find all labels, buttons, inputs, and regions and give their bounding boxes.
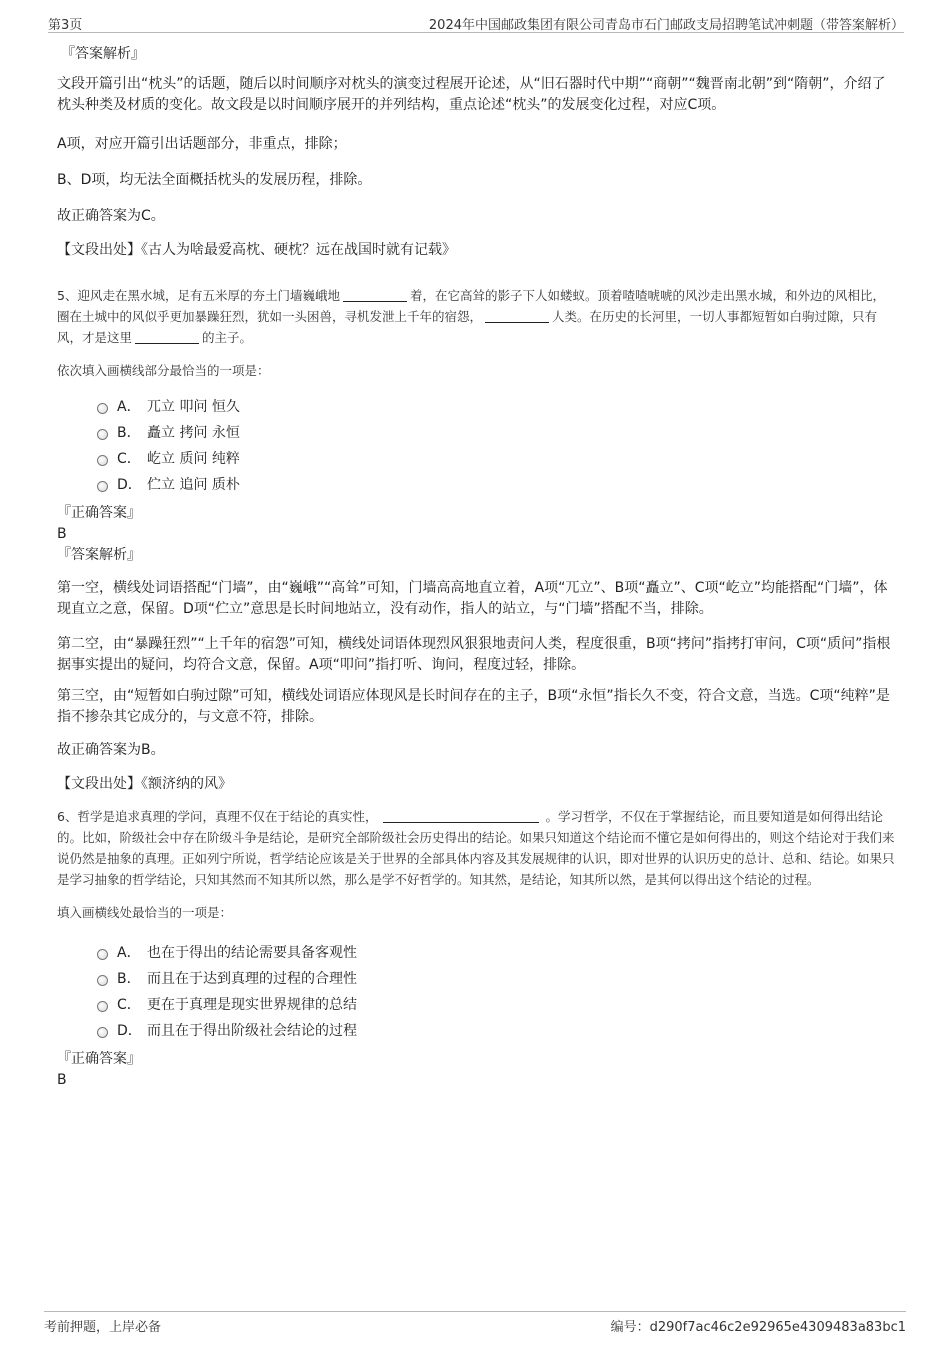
q6-correct-answer: B (57, 1072, 67, 1088)
page-number: 第3页 (48, 18, 83, 33)
q5-blank-3 (135, 329, 199, 344)
q4-analysis-label: 『答案解析』 (61, 46, 145, 62)
radio-icon[interactable] (97, 1027, 108, 1038)
radio-icon[interactable] (97, 429, 108, 440)
q6-options (97, 939, 897, 1043)
q5-option-a[interactable]: A． 兀立 叩问 恒久 (97, 393, 897, 419)
q4-analysis-p3: B、D项，均无法全面概括枕头的发展历程，排除。 (57, 172, 372, 188)
q5-option-d[interactable]: D． 伫立 追问 质朴 (97, 471, 897, 497)
q5-analysis-p3: 第三空，由“短暂如白驹过隙”可知，横线处词语应体现风是长时间存在的主子，B项“永恒”指长久不变，符合文意，当选。C项“纯粹”是指不掺杂其它成分的，与文意不符，排除。 (57, 688, 890, 725)
footer-slogan: 考前押题，上岸必备 (44, 1320, 162, 1335)
radio-icon[interactable] (97, 975, 108, 986)
q5-options (97, 393, 897, 497)
radio-icon[interactable] (97, 481, 108, 492)
q5-analysis-p4: 故正确答案为B。 (57, 742, 165, 758)
radio-icon[interactable] (97, 403, 108, 414)
q5-stem: 5、迎风走在黑水城，足有五米厚的夯土门墙巍峨地 着，在它高耸的影子下人如蝼蚁。顶着喳喳唬唬的风沙走出黑水城，和外边的风相比，圈在土城中的风似乎更加暴躁狂烈，犹如一头困兽，寻机发泄上千年的宿怨， 人类。在历史的长河里，一切人事都短暂如白驹过隙，只有风，才是这里 的主子。 (57, 288, 885, 345)
q6-correct-label: 『正确答案』 (57, 1051, 141, 1067)
q5-analysis-label: 『答案解析』 (57, 547, 141, 563)
page-header (48, 12, 904, 33)
main-content (57, 44, 897, 1091)
document-id: 编号：d290f7ac46c2e92965e4309483a83bc1 (610, 1320, 906, 1335)
q6-option-b[interactable]: B． 而且在于达到真理的过程的合理性 (97, 965, 897, 991)
q6-option-d[interactable]: D． 而且在于得出阶级社会结论的过程 (97, 1017, 897, 1043)
q5-option-b[interactable]: B． 矗立 拷问 永恒 (97, 419, 897, 445)
radio-icon[interactable] (97, 949, 108, 960)
q6-option-a[interactable]: A． 也在于得出的结论需要具备客观性 (97, 939, 897, 965)
q4-analysis-p2: A项，对应开篇引出话题部分，非重点，排除； (57, 136, 347, 152)
q5-source: 【文段出处】《额济纳的风》 (57, 776, 232, 792)
q4-analysis-p4: 故正确答案为C。 (57, 208, 165, 224)
q5-correct-label: 『正确答案』 (57, 505, 141, 521)
q5-blank-1 (343, 287, 407, 302)
q6-blank (383, 808, 539, 823)
q5-prompt: 依次填入画横线部分最恰当的一项是： (57, 363, 270, 378)
q6-stem: 6、哲学是追求真理的学问，真理不仅在于结论的真实性， 。学习哲学，不仅在于掌握结论，而且要知道是如何得出结论的。比如，阶级社会中存在阶级斗争是结论，是研究全部阶级社会历史得出的结论。如果只知道这个结论而不懂它是如何得出的，则这个结论对于我们来说仍然是抽象的真理。正如列宁所说，哲学结论应该是关于世界的全部具体内容及其发展规律的认识，即对世界的认识历史的总计、总和、结论。如果只是学习抽象的哲学结论，只知其然而不知其所以然，那么是学不好哲学的。知其然，是结论，知其所以然，是其何以得出这个结论的过程。 (57, 809, 895, 887)
q5-correct-answer: B (57, 526, 67, 542)
page-footer (44, 1311, 906, 1336)
q5-option-c[interactable]: C． 屹立 质问 纯粹 (97, 445, 897, 471)
radio-icon[interactable] (97, 1001, 108, 1012)
q5-blank-2 (485, 308, 549, 323)
q6-prompt: 填入画横线处最恰当的一项是： (57, 905, 233, 920)
q5-analysis-p1: 第一空，横线处词语搭配“门墙”，由“巍峨”“高耸”可知，门墙高高地直立着，A项“兀立”、B项“矗立”、C项“屹立”均能搭配“门墙”，体现直立之意，保留。D项“伫立”意思是长时间地站立，没有动作，指人的站立，与“门墙”搭配不当，排除。 (57, 580, 888, 617)
radio-icon[interactable] (97, 455, 108, 466)
q5-analysis-p2: 第二空，由“暴躁狂烈”“上千年的宿怨”可知，横线处词语体现烈风狠狠地责问人类，程度很重，B项“拷问”指拷打审问，C项“质问”指根据事实提出的疑问，均符合文意，保留。A项“叩问”指打听、询问，程度过轻，排除。 (57, 636, 891, 673)
q4-analysis-p1: 文段开篇引出“枕头”的话题，随后以时间顺序对枕头的演变过程展开论述，从“旧石器时代中期”“商朝”“魏晋南北朝”到“隋朝”，介绍了枕头种类及材质的变化。故文段是以时间顺序展开的并列结构，重点论述“枕头”的发展变化过程，对应C项。 (57, 76, 886, 113)
q6-option-c[interactable]: C． 更在于真理是现实世界规律的总结 (97, 991, 897, 1017)
q4-source: 【文段出处】《古人为啥最爱高枕、硬枕？远在战国时就有记载》 (57, 242, 456, 258)
document-title: 2024年中国邮政集团有限公司青岛市石门邮政支局招聘笔试冲刺题（带答案解析） (428, 18, 904, 33)
